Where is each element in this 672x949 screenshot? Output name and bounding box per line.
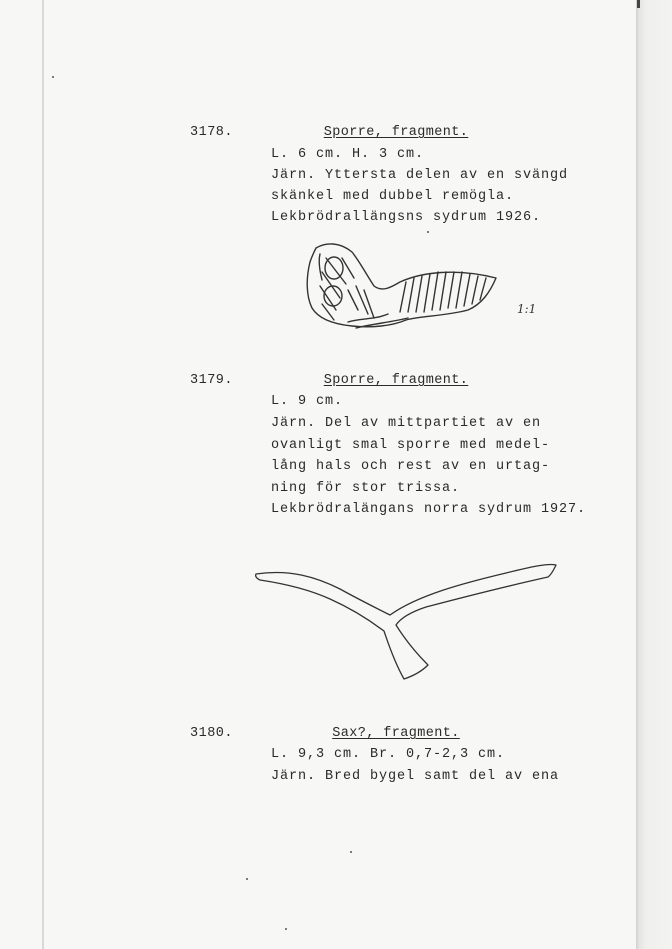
entry-number: 3179.	[190, 373, 234, 388]
entry-dimensions: L. 9,3 cm. Br. 0,7-2,3 cm.	[271, 747, 506, 762]
entry-dimensions: L. 6 cm. H. 3 cm.	[271, 147, 425, 162]
entry-title: Sporre, fragment.	[323, 373, 469, 388]
spur-fragment-sketch-icon	[296, 238, 506, 334]
entry-description-line: Järn. Del av mittpartiet av en	[271, 416, 542, 431]
entry-dimensions: L. 9 cm.	[271, 394, 344, 409]
scan-right-edge	[636, 0, 672, 949]
entry-description-line: skänkel med dubbel remögla.	[271, 189, 515, 204]
entry-description-line: ovanligt smal sporre med medel-	[271, 438, 551, 453]
scan-left-edge	[42, 0, 44, 949]
scan-speck	[285, 928, 287, 930]
entry-findspot: Lekbrödrallängsns sydrum 1926.	[271, 210, 542, 225]
entry-title: Sporre, fragment.	[323, 125, 469, 140]
entry-description-line: Järn. Bred bygel samt del av ena	[271, 769, 560, 784]
entry-findspot: Lekbrödralängans norra sydrum 1927.	[271, 502, 587, 517]
scan-speck	[246, 878, 248, 880]
entry-description-line: Järn. Yttersta delen av en svängd	[271, 168, 569, 183]
scan-speck	[350, 851, 352, 853]
entry-description-line: ning för stor trissa.	[271, 481, 461, 496]
entry-number: 3178.	[190, 125, 234, 140]
spur-outline-sketch-icon	[250, 555, 562, 683]
scan-speck	[427, 231, 429, 233]
entry-description-line: lång hals och rest av en urtag-	[271, 459, 551, 474]
entry-title: Sax?, fragment.	[332, 726, 460, 741]
scale-label: 1:1	[517, 302, 537, 316]
scan-edge-mark	[637, 0, 640, 8]
scan-speck	[52, 76, 54, 78]
entry-number: 3180.	[190, 726, 234, 741]
